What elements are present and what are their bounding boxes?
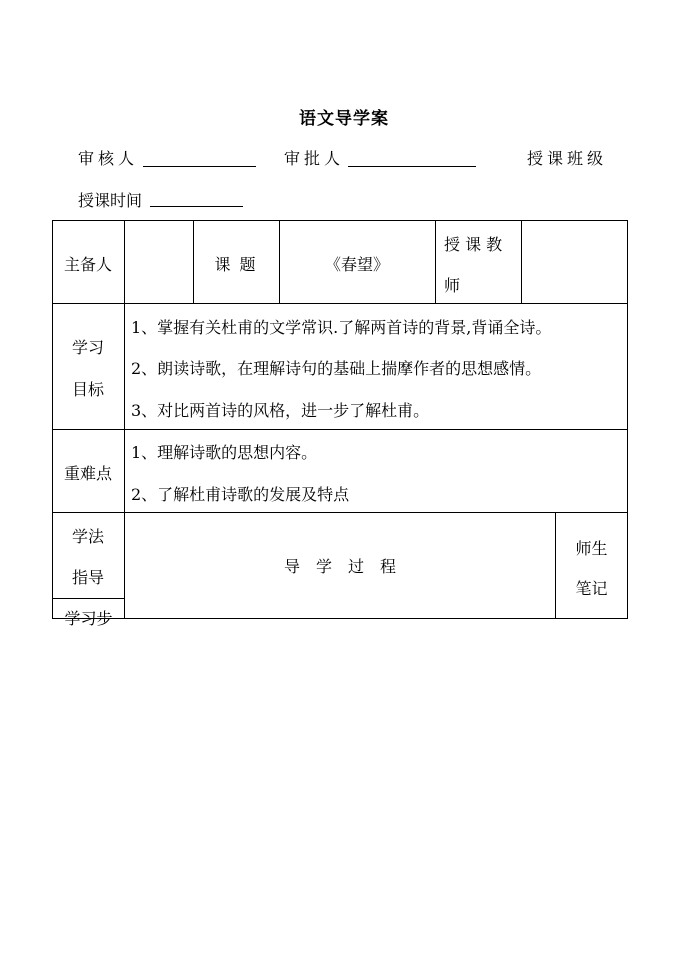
goal-item-3: 3、对比两首诗的风格，进一步了解杜甫。 [131,401,430,420]
teacher-label-line1: 授 课 教 [444,235,503,254]
teacher-label-line2: 师 [444,276,461,295]
approver-field[interactable] [348,166,476,167]
table-border-col6 [555,512,556,618]
method-label-line2: 指导 [71,568,104,587]
difficulty-item-2: 2、了解杜甫诗歌的发展及特点 [131,485,350,504]
process-heading: 导 学 过 程 [283,557,396,576]
table-border-top [52,220,628,221]
table-border-left [52,220,53,618]
time-field[interactable] [150,206,243,207]
reviewer-field[interactable] [143,166,256,167]
table-border-col4 [435,220,436,303]
difficulty-label: 重难点 [63,464,112,483]
goal-item-2: 2、朗读诗歌，在理解诗句的基础上揣摩作者的思想感情。 [131,359,542,378]
topic-label: 课 题 [214,255,258,274]
table-border-row2 [52,429,628,430]
class-label: 授课班级 [527,149,608,168]
method-label-line1: 学法 [71,527,104,546]
table-border-row1 [52,303,628,304]
notes-label-line1: 师生 [575,539,608,558]
table-border-bottom [52,618,628,619]
goals-label-line1: 学习 [71,338,104,357]
table-border-row3 [52,512,628,513]
table-border-right [627,220,628,618]
cut-label: 学习步 [64,609,113,628]
difficulty-item-1: 1、理解诗歌的思想内容。 [131,443,318,462]
page-title: 语文导学案 [299,109,389,129]
time-label: 授课时间 [78,191,143,210]
cut-cell [53,599,124,628]
reviewer-label: 审核人 [78,149,139,168]
table-border-col5 [521,220,522,303]
goals-label-line2: 目标 [71,380,104,399]
goal-item-1: 1、掌握有关杜甫的文学常识.了解两首诗的背景,背诵全诗。 [131,318,552,337]
notes-label-line2: 笔记 [575,579,608,598]
topic-value: 《春望》 [324,255,389,274]
approver-label: 审批人 [284,149,345,168]
preparer-label: 主备人 [63,255,112,274]
